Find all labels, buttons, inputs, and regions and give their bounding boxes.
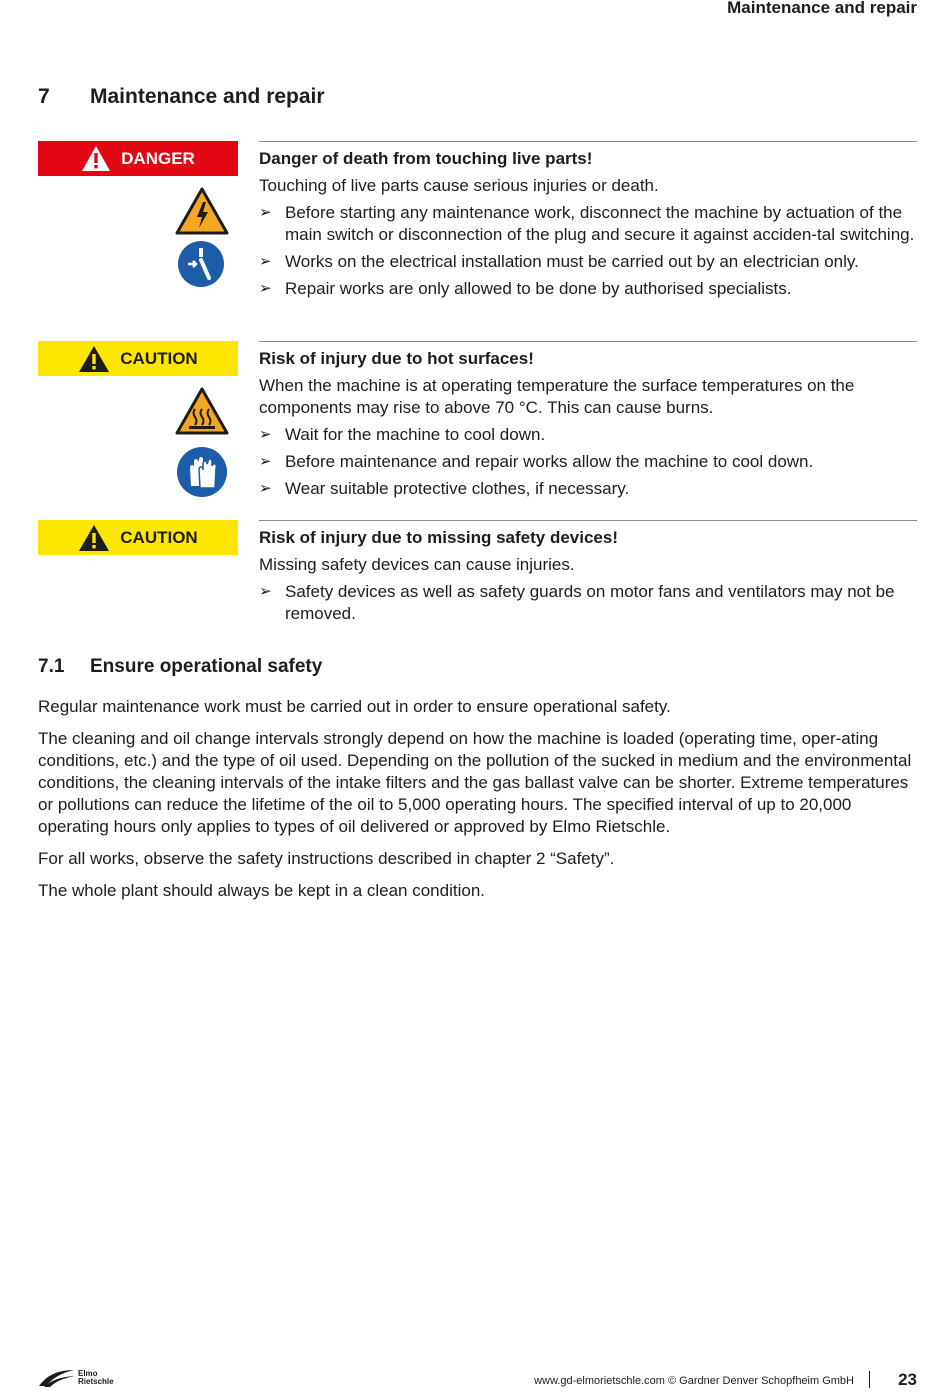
- warning-triangle-icon: [78, 524, 110, 552]
- section-body: [38, 696, 917, 912]
- logo-text-line1: Elmo: [78, 1369, 98, 1378]
- section-number: 7.1: [38, 656, 65, 677]
- bullet-arrow-icon: ➢: [259, 280, 272, 297]
- warning-title: Risk of injury due to hot surfaces!: [259, 349, 534, 368]
- caution-warning-text: [259, 520, 917, 630]
- company-logo: [38, 1368, 114, 1388]
- instruction-item: ➢ Wear suitable protective clothes, if necessary.: [259, 479, 630, 498]
- logo-text-line2: Rietschle: [78, 1377, 114, 1386]
- caution-signal-label: CAUTION: [38, 341, 238, 376]
- bullet-arrow-icon: ➢: [259, 204, 272, 221]
- footer-copyright: www.gd-elmorietschle.com © Gardner Denver Schopfheim GmbH: [534, 1375, 854, 1387]
- bullet-arrow-icon: ➢: [259, 583, 272, 600]
- disconnect-mains-icon: [177, 240, 225, 293]
- warning-triangle-icon: [78, 345, 110, 373]
- warning-title: Risk of injury due to missing safety devices!: [259, 528, 618, 547]
- caution-safety-devices-block: [38, 520, 917, 630]
- logo-swoosh-icon: [38, 1368, 76, 1388]
- bullet-arrow-icon: ➢: [259, 426, 272, 443]
- instruction-item: ➢ Before maintenance and repair works allow the machine to cool down.: [259, 452, 814, 471]
- warning-title: Danger of death from touching live parts!: [259, 149, 593, 168]
- page-number: 23: [898, 1370, 917, 1389]
- hot-surface-icon: [175, 387, 229, 440]
- caution-hot-surface-block: [38, 341, 917, 501]
- warning-instructions: [259, 581, 917, 625]
- running-header: Maintenance and repair: [727, 0, 917, 17]
- instruction-item: ➢ Safety devices as well as safety guards on motor fans and ventilators may not be removed.: [259, 582, 895, 623]
- body-paragraph: For all works, observe the safety instructions described in chapter 2 “Safety”.: [38, 849, 615, 868]
- warning-description: When the machine is at operating temperature the surface temperatures on the components may rise to above 70 °C. This can cause burns.: [259, 376, 855, 417]
- footer-divider: [869, 1371, 870, 1388]
- bullet-arrow-icon: ➢: [259, 453, 272, 470]
- warning-instructions: [259, 424, 917, 500]
- section-title: Ensure operational safety: [90, 656, 323, 677]
- instruction-item: ➢ Wait for the machine to cool down.: [259, 425, 546, 444]
- body-paragraph: The whole plant should always be kept in a clean condition.: [38, 881, 486, 900]
- bullet-arrow-icon: ➢: [259, 480, 272, 497]
- section-heading: [38, 656, 322, 678]
- danger-warning-text: [259, 141, 917, 305]
- warning-instructions: [259, 202, 917, 300]
- bullet-arrow-icon: ➢: [259, 253, 272, 270]
- body-paragraph: Regular maintenance work must be carried out in order to ensure operational safety.: [38, 697, 671, 716]
- danger-warning-block: [38, 141, 917, 321]
- body-paragraph: The cleaning and oil change intervals strongly depend on how the machine is loaded (operating time, oper-ating conditions, etc.) and the type of oil used. Depending on the pollution of the sucked in medium and the environmental conditions, the cleaning intervals of the intake filters and the gas ballast valve can be shorter. Extreme temperatures or pollutions can reduce the lifetime of the oil to 5,000 operating hours. The specified interval of up to 20,000 operating hours only applies to types of oil delivered or approved by Elmo Rietschle.: [38, 729, 912, 836]
- wear-gloves-icon: [176, 446, 228, 503]
- caution-warning-text: [259, 341, 917, 505]
- caution-signal-label: CAUTION: [38, 520, 238, 555]
- instruction-item: ➢ Repair works are only allowed to be done by authorised specialists.: [259, 279, 792, 298]
- danger-signal-label: DANGER: [38, 141, 238, 176]
- instruction-item: ➢ Before starting any maintenance work, disconnect the machine by actuation of the main switch or disconnection of the plug and secure it against acciden-tal switching.: [259, 203, 915, 244]
- electric-hazard-icon: [175, 187, 229, 240]
- chapter-heading: [38, 85, 325, 109]
- chapter-title: Maintenance and repair: [90, 85, 325, 108]
- warning-description: Missing safety devices can cause injuries.: [259, 555, 575, 574]
- warning-description: Touching of live parts cause serious injuries or death.: [259, 176, 659, 195]
- chapter-number: 7: [38, 85, 50, 108]
- warning-triangle-icon: [81, 145, 111, 172]
- instruction-item: ➢ Works on the electrical installation must be carried out by an electrician only.: [259, 252, 859, 271]
